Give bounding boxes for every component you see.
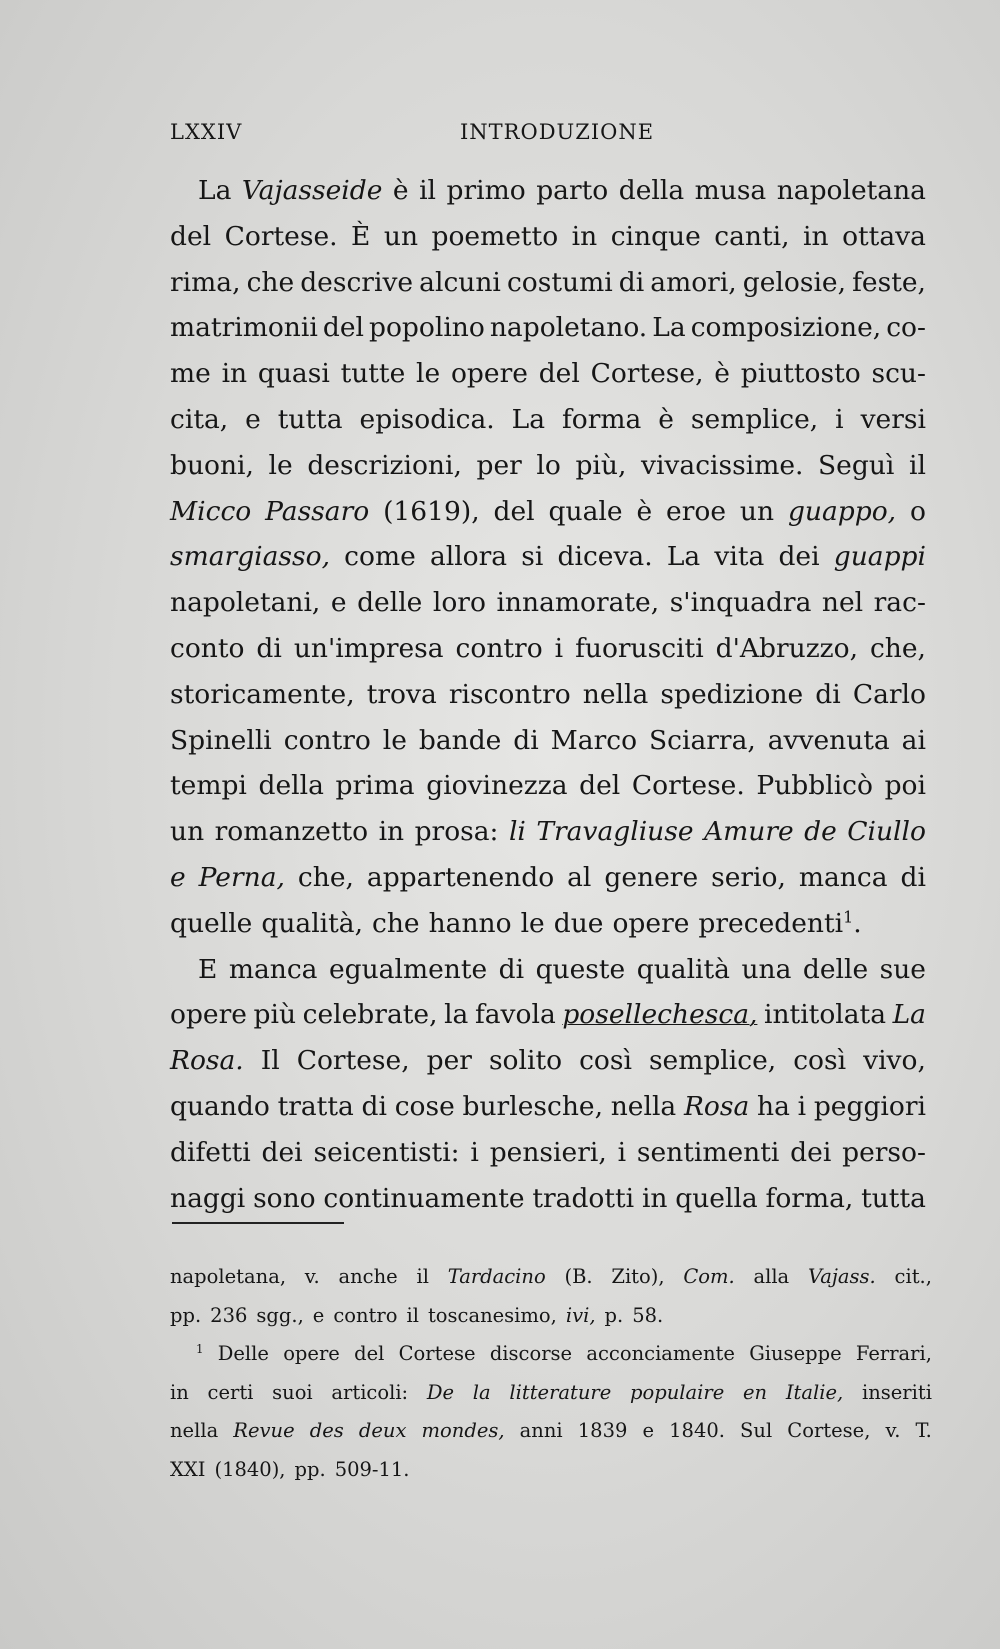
word: Revue	[233, 1419, 295, 1442]
word: giovinezza	[426, 770, 568, 802]
word: La	[666, 541, 701, 573]
word: lo	[536, 449, 561, 481]
word: appartenendo	[366, 861, 555, 893]
word: .	[853, 907, 862, 939]
word: Rosa	[683, 1090, 750, 1122]
word: le	[382, 724, 407, 756]
word: napoletana	[776, 175, 926, 206]
word: un	[383, 220, 419, 252]
word: cose	[394, 1090, 455, 1122]
footnote-marker: 1	[196, 1341, 204, 1356]
word: del	[322, 312, 364, 344]
word: del	[354, 1342, 385, 1365]
word: un	[170, 816, 205, 848]
word: musa	[694, 175, 767, 206]
word: (B.	[564, 1265, 593, 1288]
word: loro	[432, 587, 486, 619]
word: Ciullo	[847, 816, 926, 848]
word: del	[579, 770, 621, 802]
word: più	[253, 999, 297, 1031]
word: Cortese,	[296, 1045, 410, 1077]
word: episodica.	[359, 403, 495, 435]
word: gelosie,	[742, 266, 847, 298]
word: semplice,	[648, 1045, 777, 1077]
word: i	[617, 1136, 627, 1168]
word: e	[170, 861, 186, 893]
word: di	[900, 861, 926, 893]
word: populaire	[630, 1380, 725, 1404]
word: ha	[757, 1090, 790, 1122]
word: bande	[418, 724, 502, 756]
footnote-marker: 1	[843, 907, 854, 927]
word: inseriti	[861, 1380, 932, 1404]
word: tutta	[277, 403, 343, 435]
word: Sul	[740, 1419, 773, 1442]
text-line	[170, 260, 926, 306]
word: della	[618, 175, 685, 206]
word: De	[426, 1380, 455, 1404]
text-line	[170, 855, 926, 901]
word: e	[312, 1303, 325, 1327]
text-line	[170, 534, 926, 580]
word: romanzetto	[214, 816, 369, 848]
word: opere	[170, 999, 247, 1031]
word: nella	[170, 1419, 219, 1442]
word: e	[330, 587, 347, 619]
word: feste,	[852, 266, 926, 298]
word: nel	[821, 587, 864, 619]
word: contro	[455, 632, 543, 664]
text-line	[170, 489, 926, 535]
footnote-line	[170, 1451, 932, 1490]
running-header	[170, 120, 930, 150]
word: Spinelli	[170, 724, 272, 756]
word: Vajass.	[807, 1265, 876, 1288]
word: il	[908, 449, 926, 481]
word: peggiori	[813, 1090, 926, 1122]
word: queste	[535, 953, 626, 985]
text-line	[170, 992, 926, 1038]
word: il	[416, 1265, 429, 1288]
word: allora	[429, 541, 508, 573]
text-line	[170, 1038, 926, 1084]
word: continuamente	[323, 1182, 525, 1214]
word: i	[797, 1090, 807, 1122]
word: articoli:	[331, 1380, 409, 1404]
text-line	[170, 168, 926, 214]
word: Cortese	[398, 1342, 476, 1365]
page-number: LXXIV	[170, 120, 243, 144]
text-line	[170, 443, 926, 489]
word: smargiasso,	[170, 541, 331, 573]
word: Delle	[217, 1342, 269, 1365]
word: parto	[536, 175, 609, 206]
text-line	[170, 397, 926, 443]
word: Il	[260, 1045, 280, 1077]
word: tratta	[277, 1090, 354, 1122]
word: 509-11.	[334, 1457, 410, 1481]
word: riscontro	[448, 678, 571, 710]
word: come	[344, 541, 416, 573]
word: co-	[886, 312, 926, 344]
word: La	[652, 312, 686, 344]
word: del	[538, 358, 580, 390]
word: serio,	[711, 861, 786, 893]
word: così	[793, 1045, 847, 1077]
word: perso-	[842, 1136, 926, 1168]
word: Micco	[170, 495, 252, 527]
word: di	[361, 1090, 387, 1122]
word: la	[472, 1380, 491, 1404]
word: ottava	[842, 220, 926, 252]
word: del	[493, 495, 535, 527]
word: La	[511, 403, 546, 435]
word: in	[571, 220, 598, 252]
word: per	[426, 1045, 472, 1077]
footnotes	[170, 1258, 932, 1489]
word: vivacissime.	[640, 449, 804, 481]
word: rac-	[873, 587, 926, 619]
word: la	[444, 999, 469, 1031]
word: di	[498, 953, 525, 985]
word: celebrate,	[302, 999, 438, 1031]
word: conto	[170, 632, 245, 664]
text-line	[170, 214, 926, 260]
word: hanno	[428, 907, 512, 939]
word: (1840),	[214, 1457, 286, 1481]
word: guappi	[833, 541, 926, 573]
word: 58.	[632, 1303, 664, 1327]
word: Cortese,	[787, 1419, 871, 1442]
word: due	[553, 907, 604, 939]
word: quella	[675, 1182, 758, 1214]
word: amori,	[650, 266, 737, 298]
word: opere	[283, 1342, 340, 1365]
word: o	[909, 495, 926, 527]
word: quando	[170, 1090, 270, 1122]
word: anni	[519, 1419, 563, 1442]
word: napoletani,	[170, 587, 321, 619]
word: in	[170, 1380, 189, 1404]
word: Cortese.	[631, 770, 745, 802]
word: popolino	[369, 312, 485, 344]
word: opere	[450, 358, 528, 390]
word: La	[198, 175, 232, 206]
text-line	[170, 1176, 926, 1222]
word: Italie,	[785, 1380, 844, 1404]
footnote-line	[170, 1374, 932, 1413]
word: primo	[446, 175, 526, 206]
word: 1840.	[669, 1419, 725, 1442]
footnote-line	[170, 1335, 932, 1374]
word: E	[198, 953, 218, 985]
word: ai	[901, 724, 926, 756]
word: Seguì	[818, 449, 895, 481]
word: composizione,	[690, 312, 882, 344]
word: vivo,	[863, 1045, 926, 1077]
text-line	[170, 809, 926, 855]
word: e	[642, 1419, 655, 1442]
footnote-line	[170, 1412, 932, 1451]
word: suoi	[272, 1380, 313, 1404]
text-line	[170, 626, 926, 672]
word: Marco	[550, 724, 638, 756]
text-line	[170, 763, 926, 809]
word: in	[803, 220, 829, 252]
word: quale	[548, 495, 623, 527]
word: certi	[207, 1380, 254, 1404]
word: un	[739, 495, 775, 527]
word: Giuseppe	[749, 1342, 842, 1365]
footnote-line	[170, 1258, 932, 1297]
word: Tardacino	[447, 1265, 546, 1288]
word: alcuni	[419, 266, 501, 298]
word: tradotti	[532, 1182, 635, 1214]
word: rima,	[170, 266, 241, 298]
word: poemetto	[431, 220, 559, 252]
word: deux	[358, 1419, 407, 1442]
word: che,	[297, 861, 354, 893]
word: mondes,	[421, 1419, 505, 1442]
word: Amure	[703, 816, 794, 848]
word: cit.,	[894, 1265, 932, 1288]
text-line	[170, 305, 926, 351]
word: difetti	[170, 1136, 251, 1168]
word: Sciarra,	[648, 724, 756, 756]
word: Com.	[683, 1265, 735, 1288]
running-title: INTRODUZIONE	[460, 120, 655, 144]
word: prosa:	[414, 816, 499, 848]
word: tutte	[340, 358, 406, 390]
word: de	[804, 816, 837, 848]
word: di	[618, 266, 645, 298]
word: nella	[582, 678, 649, 710]
word: li	[508, 816, 526, 848]
word: Carlo	[852, 678, 926, 710]
word: precedenti	[698, 907, 844, 939]
word: quasi	[257, 358, 330, 390]
word: avvenuta	[767, 724, 890, 756]
word: toscanesimo,	[427, 1303, 557, 1327]
word: vita	[714, 541, 765, 573]
word: genere	[604, 861, 699, 893]
main-text	[170, 168, 926, 1221]
word: burlesche,	[462, 1090, 603, 1122]
word: Passaro	[265, 495, 370, 527]
word: forma,	[765, 1182, 854, 1214]
text-line	[170, 718, 926, 764]
word: Travagliuse	[536, 816, 694, 848]
word: descrizioni,	[307, 449, 462, 481]
word: diceva.	[557, 541, 653, 573]
word: delle	[802, 953, 869, 985]
word: innamorate,	[496, 587, 660, 619]
word: contro	[333, 1303, 398, 1327]
word: le	[520, 907, 545, 939]
word: della	[258, 770, 324, 802]
text-line	[170, 1130, 926, 1176]
word: posellechesca,	[562, 999, 758, 1031]
word: guappo,	[787, 495, 897, 527]
word: sono	[253, 1182, 316, 1214]
text-line	[170, 351, 926, 397]
word: cita,	[170, 403, 229, 435]
word: i	[554, 632, 564, 664]
word: Rosa.	[170, 1045, 244, 1077]
word: i	[470, 1136, 479, 1168]
word: sue	[879, 953, 926, 985]
word: le	[416, 358, 441, 390]
word: nella	[610, 1090, 677, 1122]
word: opere	[612, 907, 690, 939]
word: contro	[283, 724, 371, 756]
text-line	[170, 1084, 926, 1130]
word: È	[351, 220, 371, 252]
word: solito	[488, 1045, 563, 1077]
word: napoletano.	[489, 312, 648, 344]
word: Perna,	[198, 861, 285, 893]
word: (1619),	[383, 495, 480, 527]
word: des	[309, 1419, 344, 1442]
text-line	[170, 901, 926, 947]
word: sentimenti	[636, 1136, 780, 1168]
word: intitolata	[764, 999, 886, 1031]
word: è	[392, 175, 409, 206]
word: Ferrari,	[855, 1342, 932, 1365]
word: sgg.,	[256, 1303, 304, 1327]
word: il	[419, 175, 437, 206]
word: versi	[860, 403, 926, 435]
word: scu-	[871, 358, 926, 390]
word: tutta	[861, 1182, 926, 1214]
word: in	[221, 358, 248, 390]
word: seicentisti:	[313, 1136, 460, 1168]
word: discorse	[489, 1342, 573, 1365]
word: di	[513, 724, 539, 756]
word: piuttosto	[740, 358, 861, 390]
word: di	[256, 632, 282, 664]
word: così	[579, 1045, 632, 1077]
word: ivi,	[565, 1303, 596, 1327]
word: Zito),	[611, 1265, 665, 1288]
word: pp.	[294, 1457, 326, 1481]
word: in	[641, 1182, 668, 1214]
word: è	[658, 403, 674, 435]
word: prima	[335, 770, 415, 802]
word: trova	[366, 678, 437, 710]
word: alla	[753, 1265, 790, 1288]
word: le	[268, 449, 293, 481]
word: in	[378, 816, 405, 848]
word: che	[372, 907, 420, 939]
word: forma	[562, 403, 642, 435]
word: quelle	[170, 907, 253, 939]
word: anche	[338, 1265, 398, 1288]
text-line	[170, 947, 926, 993]
word: d'Abruzzo,	[715, 632, 859, 664]
word: descrive	[300, 266, 414, 298]
word: costumi	[506, 266, 613, 298]
word: XXI	[170, 1457, 206, 1481]
word: di	[815, 678, 841, 710]
word: fuorusciti	[575, 632, 704, 664]
word: semplice,	[690, 403, 819, 435]
word: è	[636, 495, 653, 527]
word: pensieri,	[489, 1136, 607, 1168]
word: qualità	[636, 953, 730, 985]
word: me	[170, 358, 211, 390]
word: delle	[357, 587, 423, 619]
word: dei	[778, 541, 820, 573]
word: Vajasseide	[241, 175, 383, 206]
word: un'impresa	[293, 632, 444, 664]
word: acconciamente	[586, 1342, 735, 1365]
word: naggi	[170, 1182, 246, 1214]
word: il	[406, 1303, 419, 1327]
word: si	[521, 541, 544, 573]
word: eroe	[666, 495, 727, 527]
word: matrimonii	[170, 312, 318, 344]
word: v.	[304, 1265, 320, 1288]
text-line	[170, 672, 926, 718]
word: dei	[790, 1136, 832, 1168]
word: più,	[575, 449, 627, 481]
word: e	[245, 403, 261, 435]
word: del	[170, 220, 212, 252]
word: manca	[228, 953, 318, 985]
word: cinque	[610, 220, 701, 252]
text-line	[170, 580, 926, 626]
word: che	[246, 266, 295, 298]
word: buoni,	[170, 449, 254, 481]
word: una	[741, 953, 792, 985]
word: pp.	[170, 1303, 202, 1327]
word: 236	[210, 1303, 248, 1327]
word: Cortese.	[224, 220, 338, 252]
word: Pubblicò	[756, 770, 873, 802]
word: al	[567, 861, 592, 893]
word: è	[714, 358, 730, 390]
word: dei	[261, 1136, 303, 1168]
word: p.	[604, 1303, 624, 1327]
footnote-separator	[172, 1222, 344, 1224]
word: per	[476, 449, 522, 481]
word: La	[892, 999, 926, 1031]
footnote-line	[170, 1297, 932, 1336]
word: che,	[869, 632, 926, 664]
word: s'inquadra	[669, 587, 812, 619]
word: T.	[915, 1419, 932, 1442]
word: v.	[885, 1419, 901, 1442]
word: storicamente,	[170, 678, 355, 710]
word: litterature	[509, 1380, 612, 1404]
word: en	[743, 1380, 768, 1404]
word: manca	[798, 861, 888, 893]
word: 1839	[577, 1419, 628, 1442]
word: i	[835, 403, 844, 435]
word: napoletana,	[170, 1265, 287, 1288]
word: spedizione	[660, 678, 804, 710]
word: canti,	[714, 220, 790, 252]
word: poi	[884, 770, 926, 802]
word: Cortese,	[590, 358, 704, 390]
word: qualità,	[261, 907, 364, 939]
word: egualmente	[328, 953, 488, 985]
word: favola	[474, 999, 556, 1031]
word: tempi	[170, 770, 247, 802]
